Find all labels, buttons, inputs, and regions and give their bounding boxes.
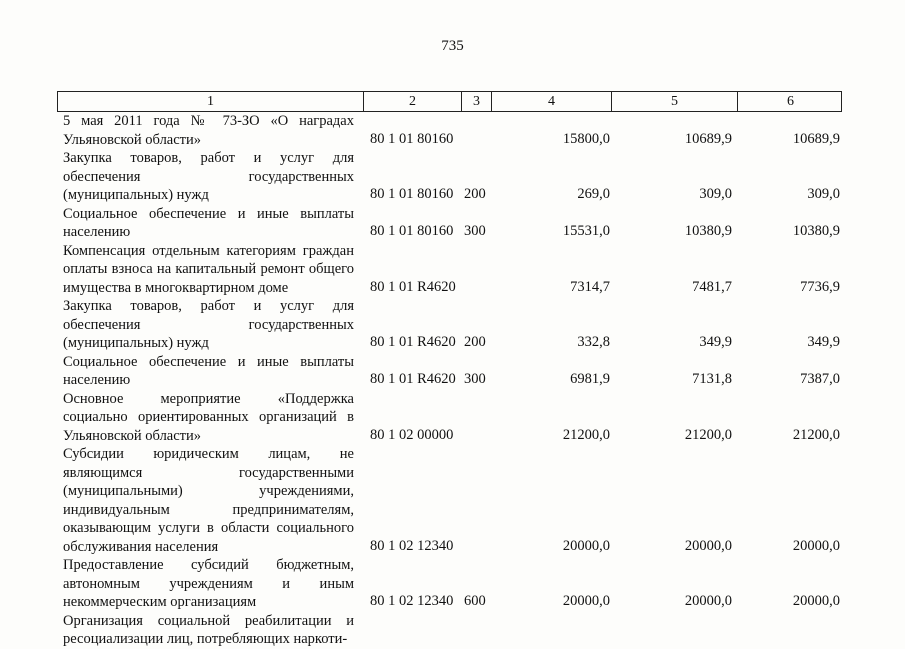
row-amount-year3: 7387,0 [800,371,840,387]
row-name: Социальное обеспечение и иные выплаты населению [63,353,354,388]
table-row [57,112,842,149]
row-amount-year3: 10380,9 [792,223,840,239]
table-row [57,612,842,649]
row-amount-year1: 6981,9 [570,371,610,387]
table-row [57,242,842,298]
row-name: Субсидии юридическим лицам, не являющимся государственными (муниципальными) учреждениями, индивидуальным предпринимателям, оказывающим услуги в области социального обслуживания населения [63,446,354,555]
table-header [57,91,842,112]
row-name: Компенсация отдельным категориям граждан оплаты взноса на капитальный ремонт общего имущества в многоквартирном доме [63,242,354,296]
row-amount-year2: 349,9 [699,334,732,350]
row-amount-year3: 10689,9 [792,130,840,147]
row-name: Закупка товаров, работ и услуг для обеспечения государственных (муниципальных) нужд [63,298,354,351]
row-expense-type: 200 [464,186,486,202]
table-row [57,297,842,353]
header-col-6: 6 [737,92,843,111]
header-col-1: 1 [207,94,214,109]
row-amount-year2: 10689,9 [684,130,732,147]
row-code: 80 1 01 R4620 [370,278,456,295]
row-amount-year2: 21200,0 [684,426,732,443]
row-expense-type: 300 [464,371,486,387]
row-expense-type: 300 [464,223,486,239]
row-amount-year3 [736,648,842,649]
row-code: 80 1 02 00000 [370,426,454,443]
header-col-4: 4 [491,92,611,111]
table-row [57,445,842,556]
row-code: 80 1 01 R4620 [370,334,456,350]
row-amount-year1 [490,648,610,649]
page-number: 735 [441,38,464,54]
row-name: Основное мероприятие «Поддержка социально ориентированных организаций в Ульяновской области» [63,390,354,444]
row-amount-year1: 7314,7 [570,278,610,295]
row-expense-type [460,555,490,556]
row-amount-year1: 332,8 [577,334,610,350]
row-amount-year1: 15531,0 [562,223,610,239]
row-amount-year2: 7131,8 [692,371,732,387]
row-amount-year3: 349,9 [807,334,840,350]
row-amount-year3: 20000,0 [792,593,840,609]
row-amount-year2 [610,648,736,649]
row-amount-year1: 20000,0 [562,593,610,609]
row-amount-year1: 15800,0 [562,130,610,147]
row-code: 80 1 01 80160 [370,186,454,202]
row-code: 80 1 01 80160 [370,223,454,239]
table-row [57,556,842,612]
table-row [57,390,842,446]
row-expense-type: 200 [464,334,486,350]
row-amount-year1: 269,0 [577,186,610,202]
table-row [57,353,842,390]
header-col-2: 2 [363,92,461,111]
row-expense-type [460,648,490,649]
row-name: Закупка товаров, работ и услуг для обеспечения государственных (муниципальных) нужд [63,150,354,203]
row-amount-year3: 309,0 [807,186,840,202]
row-amount-year3: 20000,0 [792,537,840,554]
row-amount-year2: 7481,7 [692,278,732,295]
row-amount-year3: 21200,0 [792,426,840,443]
table-body [57,112,842,649]
row-name: Предоставление субсидий бюджетным, автономным учреждениям и иным некоммерческим организациям [63,557,354,610]
row-code: 80 1 01 80160 [370,130,454,147]
row-name: Организация социальной реабилитации и ресоциализации лиц, потребляющих наркоти- [63,612,354,647]
row-amount-year2: 20000,0 [684,537,732,554]
row-code: 80 1 02 12340 [370,593,454,609]
row-amount-year2: 309,0 [699,186,732,202]
table-row [57,205,842,242]
row-expense-type: 600 [464,593,486,609]
row-amount-year1: 21200,0 [562,426,610,443]
row-code: 80 1 02 12340 [370,537,454,554]
row-name: 5 мая 2011 года № 73-ЗО «О наградах Ульяновской области» [63,113,354,148]
row-amount-year3: 7736,9 [800,278,840,295]
row-amount-year2: 10380,9 [684,223,732,239]
row-expense-type [460,148,490,149]
header-col-5: 5 [611,92,737,111]
row-name: Социальное обеспечение и иные выплаты населению [63,205,354,240]
row-expense-type [460,296,490,297]
row-amount-year2: 20000,0 [684,593,732,609]
row-expense-type [460,444,490,445]
row-code [362,648,460,649]
row-amount-year1: 20000,0 [562,537,610,554]
table-row [57,149,842,205]
row-code: 80 1 01 R4620 [370,371,456,387]
header-col-3: 3 [461,92,491,111]
budget-table [57,91,842,649]
